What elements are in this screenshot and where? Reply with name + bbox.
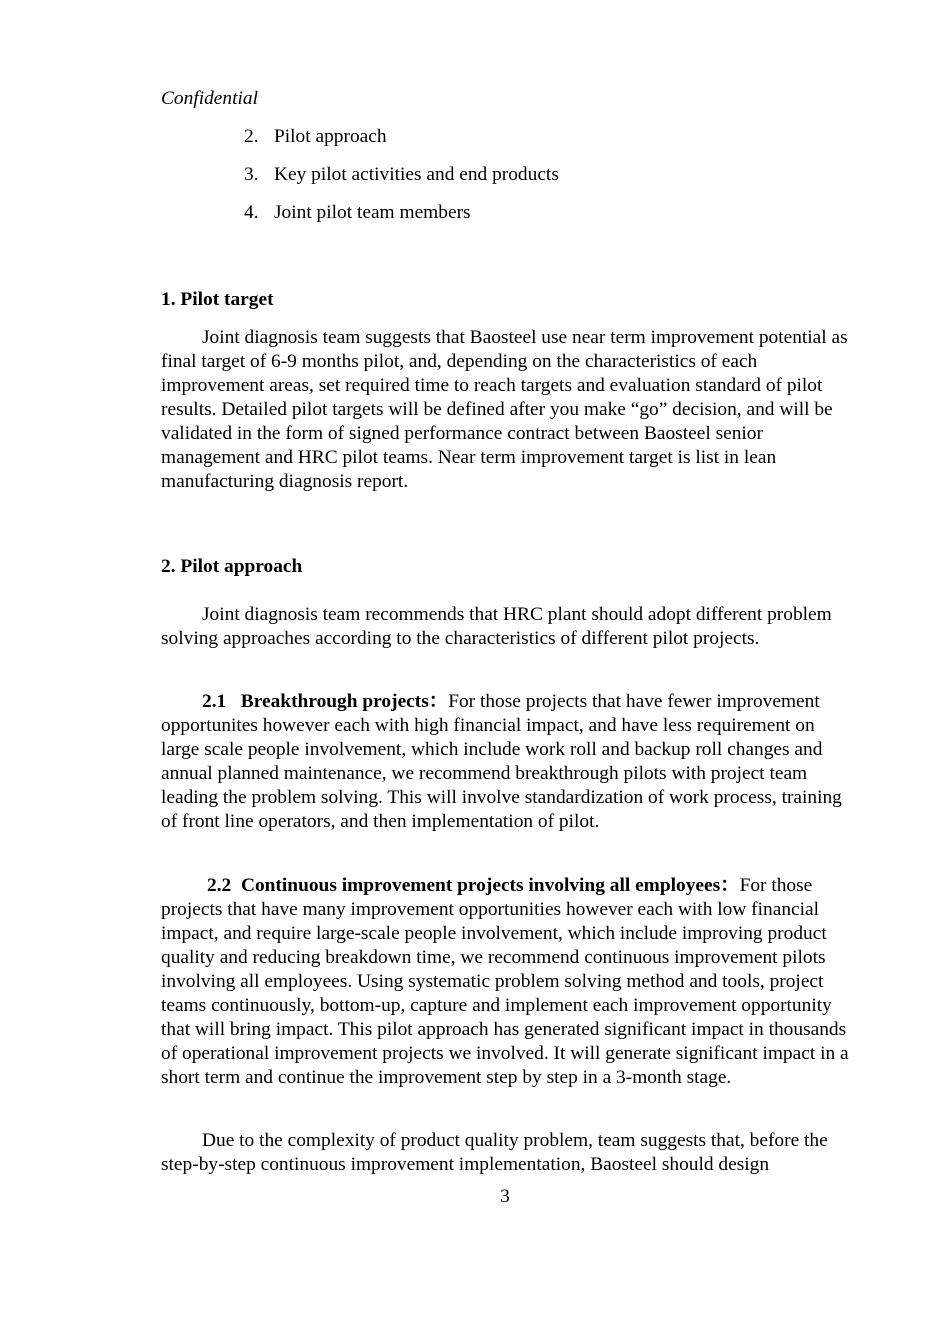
- continuous-improvement-paragraph: [161, 874, 851, 1090]
- subsection-separator: ：: [428, 691, 449, 712]
- toc-item-number: 3.: [244, 164, 259, 185]
- subsection-separator: ：: [720, 875, 740, 896]
- table-of-contents: [244, 125, 559, 239]
- subsection-text: For those projects that have fewer improvement opportunites however each with high financial impact, and have less requirement on large scale people involvement, which include work roll and backup roll changes and annual planned maintenance, we recommend breakthrough pilots with project team leading the problem solving. This will involve standardization of work process, training of front line operators, and then implementation of pilot.: [161, 691, 842, 832]
- toc-item-text: Key pilot activities and end products: [274, 164, 559, 185]
- confidential-label: Confidential: [161, 88, 258, 109]
- toc-item: [244, 201, 559, 239]
- section-heading-pilot-approach: 2. Pilot approach: [161, 556, 303, 577]
- subsection-number: 2.2: [207, 875, 232, 896]
- subsection-title: Continuous improvement projects involving all employees: [240, 875, 721, 896]
- breakthrough-projects-paragraph: [161, 690, 851, 834]
- pilot-approach-intro: Joint diagnosis team recommends that HRC plant should adopt different problem solving approaches according to the characteristics of different pilot projects.: [161, 604, 832, 649]
- pilot-target-paragraph: Joint diagnosis team suggests that Baosteel use near term improvement potential as final target of 6-9 months pilot, and, depending on the characteristics of each improvement areas, set required time to reach targets and evaluation standard of pilot results. Detailed pilot targets will be defined after you make “go” decision, and will be validated in the form of signed performance contract between Baosteel senior management and HRC pilot teams. Near term improvement target is list in lean manufacturing diagnosis report.: [161, 327, 848, 492]
- page-number: 3: [500, 1186, 510, 1207]
- toc-item: [244, 163, 559, 201]
- toc-item: [244, 125, 559, 163]
- toc-item-text: Pilot approach: [274, 126, 387, 147]
- section-heading-pilot-target: 1. Pilot target: [161, 289, 274, 310]
- toc-item-number: 2.: [244, 126, 259, 147]
- toc-item-number: 4.: [244, 202, 259, 223]
- toc-item-text: Joint pilot team members: [274, 202, 471, 223]
- subsection-title: Breakthrough projects: [240, 691, 429, 712]
- closing-paragraph: Due to the complexity of product quality problem, team suggests that, before the step-by-step continuous improvement implementation, Baosteel should design: [161, 1130, 828, 1175]
- subsection-text: For those projects that have many improvement opportunities however each with low financial impact, and require large-scale people involvement, which include improving product quality and reducing breakdown time, we recommend continuous improvement pilots involving all employees. Using systematic problem solving method and tools, project teams continuously, bottom-up, capture and implement each improvement opportunity that will bring impact. This pilot approach has generated significant impact in thousands of operational improvement projects we involved. It will generate significant impact in a short term and continue the improvement step by step in a 3-month stage.: [161, 875, 849, 1088]
- subsection-number: 2.1: [202, 691, 227, 712]
